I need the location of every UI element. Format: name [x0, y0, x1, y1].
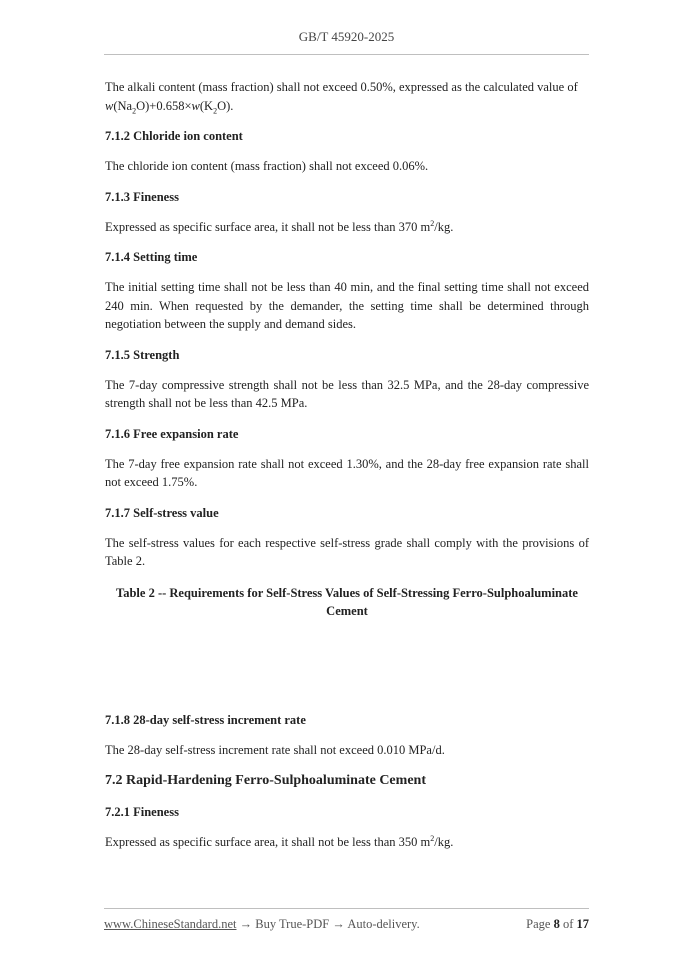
section-7-2-heading: 7.2 Rapid-Hardening Ferro-Sulphoaluminate Cement	[105, 773, 426, 788]
arrow-right-icon: →	[332, 917, 345, 931]
page-header	[104, 29, 589, 45]
section-7-1-4-heading: 7.1.4 Setting time	[105, 250, 198, 264]
site-link[interactable]: www.ChineseStandard.net	[104, 917, 237, 931]
document-id: GB/T 45920-2025	[298, 29, 395, 44]
table-2-caption: Table 2 -- Requirements for Self-Stress Values of Self-Stressing Ferro-Sulphoaluminate Cement	[116, 585, 578, 618]
auto-delivery-text: Auto-delivery.	[347, 917, 420, 931]
section-7-1-4-text: The initial setting time shall not be less than 40 min, and the final setting time shall not exceed 240 min. When requested by the demander, the setting time shall be determined through negotiation between the supply and demand sides.	[105, 280, 589, 331]
section-7-2-1-text: Expressed as specific surface area, it shall not be less than 350 $m^2/kg$.	[105, 833, 454, 849]
section-7-1-6-text: The 7-day free expansion rate shall not exceed 1.30%, and the 28-day free expansion rate shall not exceed 1.75%.	[105, 456, 589, 489]
page-number: Page 8 of 17	[526, 917, 589, 931]
section-7-2-1-heading: 7.2.1 Fineness	[105, 805, 179, 819]
table-2-area	[105, 621, 589, 711]
arrow-right-icon: →	[239, 917, 253, 931]
section-7-1-3-text: Expressed as specific surface area, it shall not be less than 370 $m^2/kg$.	[105, 218, 454, 234]
section-7-1-8-text: The 28-day self-stress increment rate shall not exceed 0.010 MPa/d.	[105, 742, 445, 757]
section-7-1-5-heading: 7.1.5 Strength	[105, 347, 180, 362]
footer-divider	[104, 908, 589, 909]
section-7-1-7-text: The self-stress values for each respective self-stress grade shall comply with the provisions of Table 2.	[105, 535, 589, 568]
section-7-1-6-heading: 7.1.6 Free expansion rate	[105, 426, 239, 441]
section-7-1-3-heading: 7.1.3 Fineness	[105, 189, 179, 204]
section-7-1-8-heading: 7.1.8 28-day self-stress increment rate	[105, 712, 306, 727]
section-7-1-2-heading: 7.1.2 Chloride ion content	[105, 129, 243, 143]
header-divider	[104, 54, 589, 55]
section-7-1-5-text: The 7-day compressive strength shall not be less than 32.5 MPa, and the 28-day compressive strength shall not be less than 42.5 MPa.	[105, 377, 589, 410]
section-7-1-7-heading: 7.1.7 Self-stress value	[105, 505, 219, 520]
buy-pdf-text: Buy True-PDF	[255, 917, 330, 931]
section-7-1-2-text: The chloride ion content (mass fraction) shall not exceed 0.06%.	[105, 159, 429, 173]
page-body	[105, 78, 589, 852]
alkali-content-paragraph: The alkali content (mass fraction) shall not exceed 0.50%, expressed as the calculated value of $w(Na_2O)+0.658\times w(K_2O)$.	[105, 80, 578, 115]
